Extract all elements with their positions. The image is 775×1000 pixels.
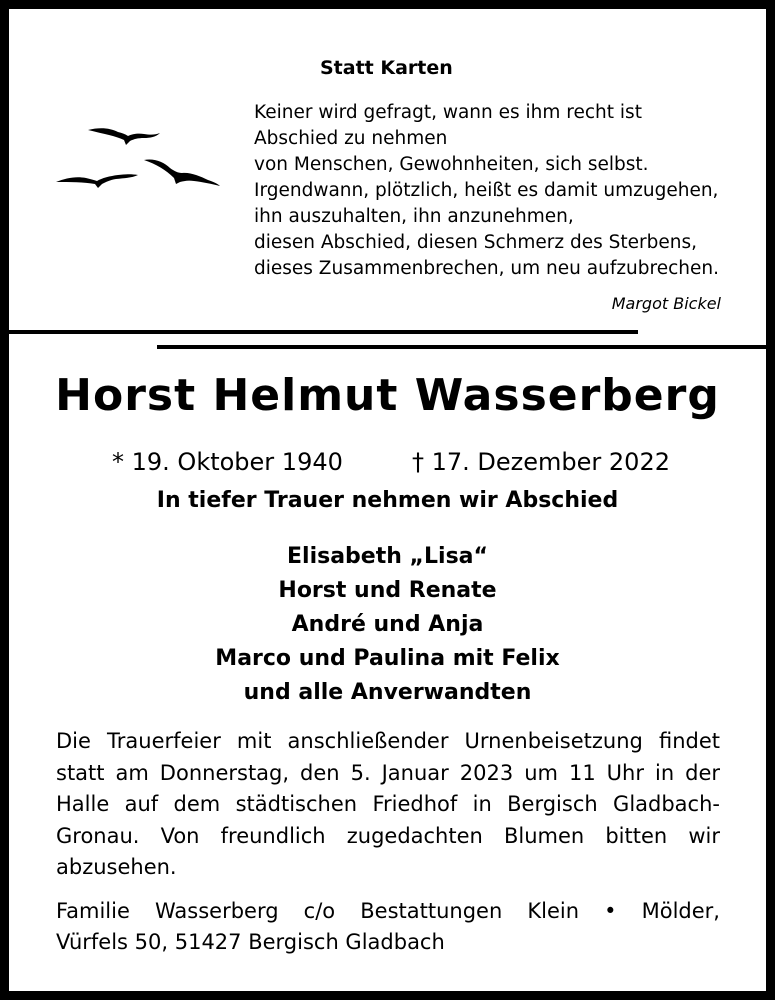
bird-top-icon <box>88 128 160 145</box>
poem-line: Keiner wird gefragt, wann es ihm recht ist <box>254 102 642 123</box>
mourner-name: und alle Anverwandten <box>243 680 532 705</box>
mourner-name: Marco und Paulina mit Felix <box>215 646 560 671</box>
poem-line: dieses Zusammenbrechen, um neu aufzubrechen. <box>254 258 719 279</box>
address-line: Vürfels 50, 51427 Bergisch Gladbach <box>56 930 445 954</box>
mourners-list <box>0 540 775 710</box>
header-statt-karten: Statt Karten <box>320 57 453 79</box>
bird-right-icon <box>144 159 220 186</box>
death-date: † 17. Dezember 2022 <box>412 448 670 476</box>
divider-upper <box>9 330 638 334</box>
mourner-name: Elisabeth „Lisa“ <box>287 544 488 569</box>
contact-address <box>56 896 720 958</box>
deceased-name: Horst Helmut Wasserberg <box>55 370 720 421</box>
ceremony-text: Die Trauerfeier mit anschließender Urnenbeisetzung findet statt am Donnerstag, den 5. Januar 2023 um 11 Uhr in der Halle auf dem städtischen Friedhof in Bergisch Gladbach-Gronau. Von freundlich zugedachten Blumen bitten wir abzusehen. <box>56 729 720 879</box>
divider-lower <box>157 345 766 349</box>
bird-left-icon <box>56 174 138 188</box>
poem-line: Irgendwann, plötzlich, heißt es damit umzugehen, <box>254 180 719 201</box>
poem-line: Abschied zu nehmen <box>254 128 448 149</box>
mourner-name: André und Anja <box>291 612 484 637</box>
poem-line: ihn auszuhalten, ihn anzunehmen, <box>254 206 574 227</box>
address-line: Familie Wasserberg c/o Bestattungen Klein • Mölder, <box>56 899 720 923</box>
flying-birds-icon <box>52 118 224 196</box>
poem-line: von Menschen, Gewohnheiten, sich selbst. <box>254 154 649 175</box>
poem-author: Margot Bickel <box>611 294 721 313</box>
poem <box>254 100 719 282</box>
mourning-tagline: In tiefer Trauer nehmen wir Abschied <box>156 488 619 513</box>
poem-line: diesen Abschied, diesen Schmerz des Sterbens, <box>254 232 697 253</box>
birth-date: * 19. Oktober 1940 <box>112 448 343 476</box>
mourner-name: Horst und Renate <box>278 578 497 603</box>
